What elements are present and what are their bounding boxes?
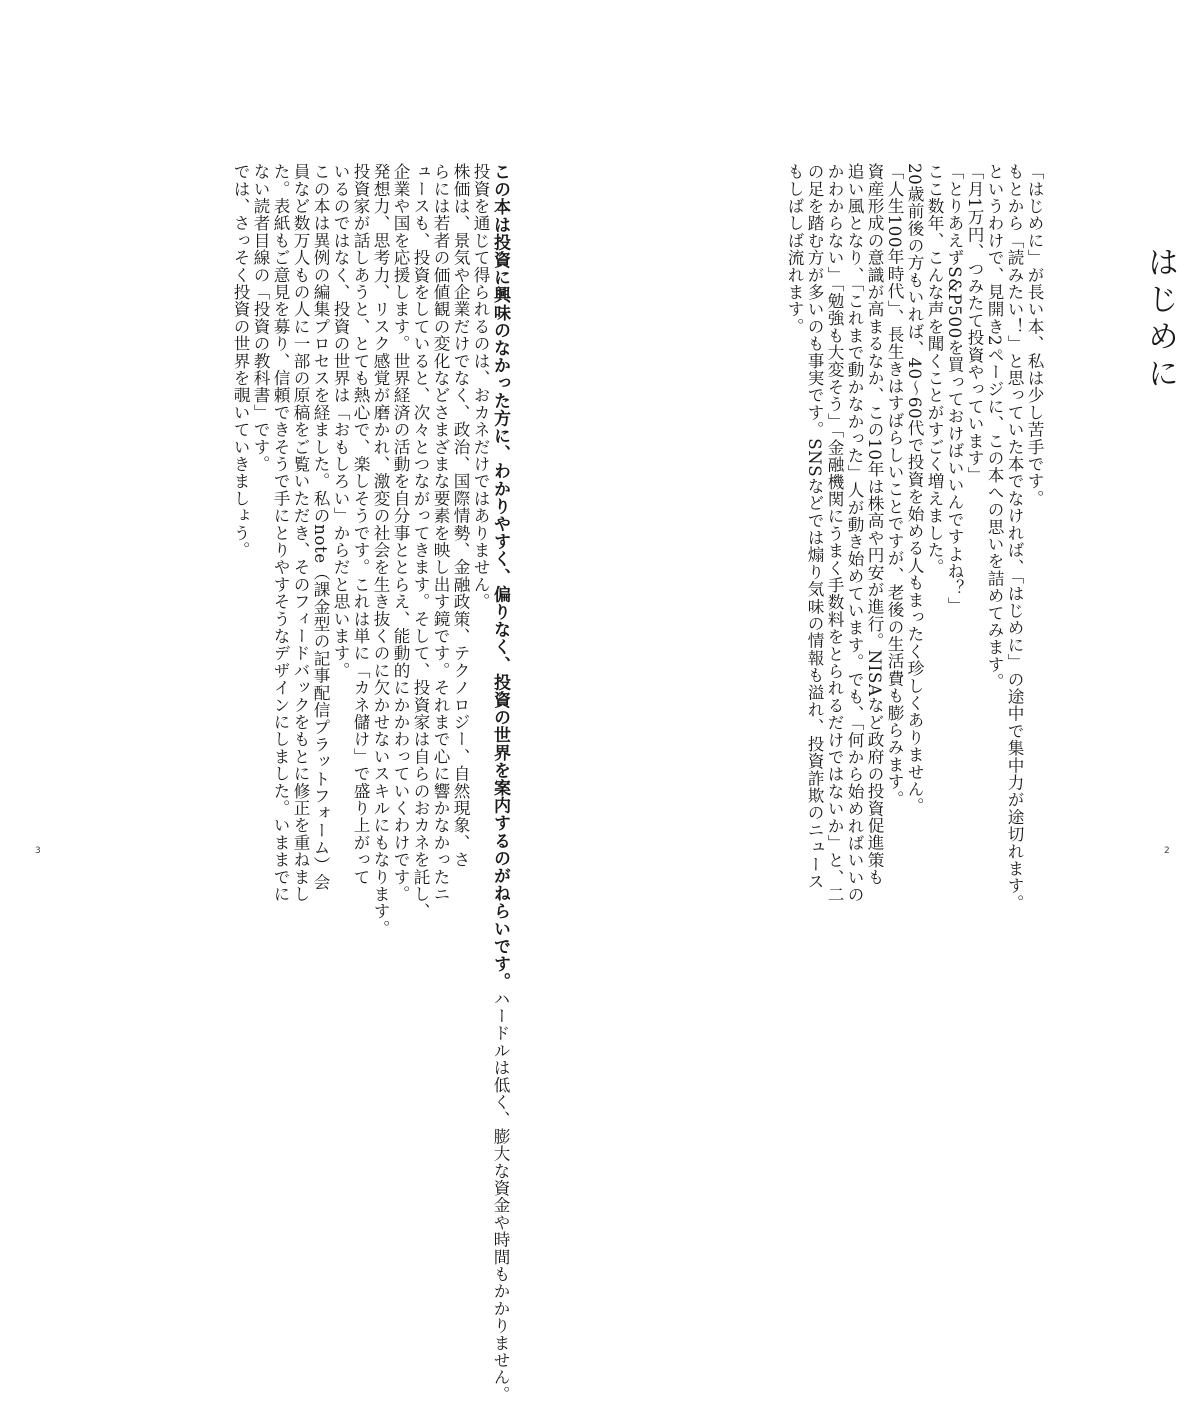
body-line: というわけで、見開き2ページに、この本への思いを詰めてみます。: [985, 163, 1004, 691]
body-line: らには若者の価値観の変化などさまざまな要素を映し出す鏡です。それまで心に響かなかったニ: [431, 163, 450, 903]
lead-tail: ハードルは低く、膨大な資金や時間もかかりません。: [491, 990, 510, 1403]
right-page-body: [704, 163, 1044, 912]
lead-statement: この本は投資に興味のなかった方に、わかりやすく、偏りなく、投資の世界を案内するのがねらいです。: [490, 163, 510, 991]
page-number-left: 3: [35, 846, 41, 856]
body-line: 株価は、景気や企業だけでなく、政治、国際情勢、金融政策、テクノロジー、自然現象、さ: [451, 163, 470, 869]
body-line: の足を踏む方が多いのも事実です。SNSなどでは煽り気味の情報も溢れ、投資詐欺のニュース: [805, 163, 824, 891]
body-line: 「人生100年時代」、長生きはすばらしいことですが、老後の生活費も膨らみます。: [885, 163, 904, 808]
body-line: ここ数年、こんな声を聞くことがすごく増えました。: [925, 163, 944, 576]
body-line: では、さっそく投資の世界を覗いていきましょう。: [231, 163, 250, 559]
body-line: た。表紙もご意見を募り、信頼できそうで手にとりやすそうなデザインにしました。いままでに: [271, 163, 290, 903]
page-number-right: 2: [1164, 846, 1170, 856]
body-line: この本は異例の編集プロセスを経ました。私のnote（課金型の記事配信プラットフォーム）会: [311, 163, 330, 891]
body-line: もとから「読みたい！」と思っていた本でなければ、「はじめに」の途中で集中力が途切れます。: [1005, 163, 1024, 912]
body-line: 20歳前後の方もいれば、40～60代で投資を始める人もまったく珍しくありません。: [905, 163, 924, 815]
chapter-title: はじめに: [1142, 246, 1178, 394]
body-line: 投資を通じて得られるのは、おカネだけではありません。: [471, 163, 490, 611]
body-line: 発想力、思考力、リスク感覚が磨かれ、激変の社会を生き抜くのに欠かせないスキルにもなります。: [371, 163, 390, 937]
left-page-body: [90, 163, 510, 1403]
body-line: 「はじめに」が長い本、私は少し苦手です。: [1025, 163, 1044, 507]
body-line: かわからない」「勉強も大変そう」「金融機関にうまく手数料をとられるだけではないか」と、二: [825, 163, 844, 904]
body-line: 「とりあえずS&P500を買っておけばいいんですよね？」: [945, 163, 964, 614]
body-line: もしばしば流れます。: [785, 163, 804, 335]
body-line: ない読者目線の「投資の教科書」です。: [251, 163, 270, 473]
body-line: ュースも、投資をしていると、次々とつながってきます。そして、投資家は自らのおカネを託し、: [411, 163, 430, 920]
body-line: 員など数万人もの人に一部の原稿をご覧いただき、そのフィードバックをもとに修正を重ねまし: [291, 163, 310, 903]
body-line: 企業や国を応援します。世界経済の活動を自分事ととらえ、能動的にかかわっていくわけです。: [391, 163, 410, 903]
body-line: 「月1万円、つみたて投資やっています」: [965, 163, 984, 484]
body-line: 追い風となり、「これまで動かなかった」人が動き始めています。でも、「何から始めればいいの: [845, 163, 864, 904]
body-line: 投資家が話しあうと、とても熱心で、楽しそうです。これは単に「カネ儲け」で盛り上がって: [351, 163, 370, 886]
body-line: 資産形成の意識が高まるなか、この10年は株高や円安が進行。NISAなど政府の投資促進策も: [865, 163, 884, 886]
body-line: いるのではなく、投資の世界は「おもしろい」からだと思います。: [331, 163, 350, 679]
